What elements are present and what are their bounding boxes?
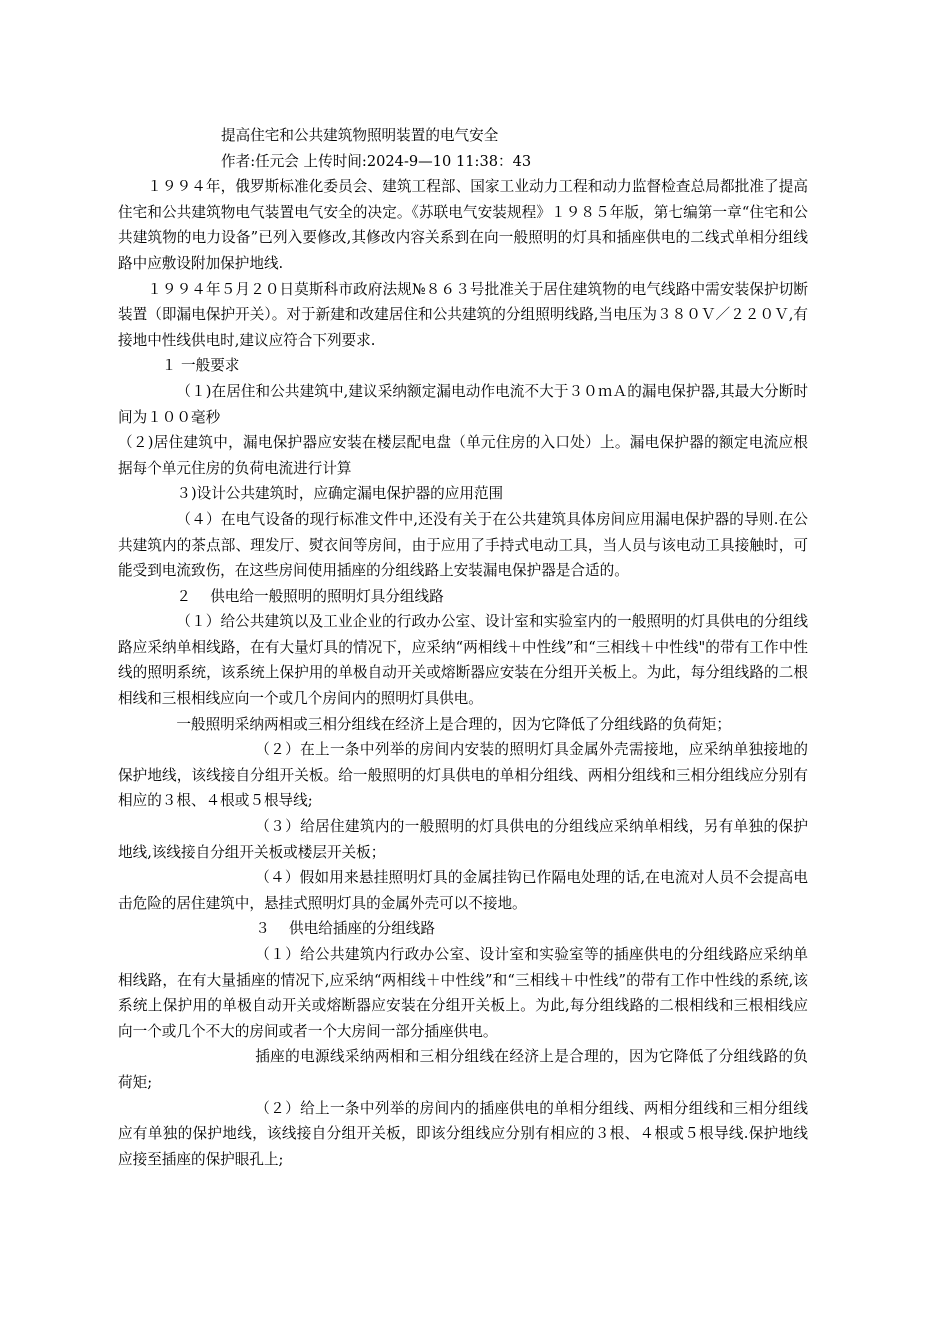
paragraph: （２）给上一条中列举的房间内的插座供电的单相分组线、两相分组线和三相分组线应有单独的保护地线，该线接自分组开关板，即该分组线应分别有相应的３根、４根或５根导线.保护地线应接至插座的保护眼孔上; <box>118 1099 808 1168</box>
paragraph: （２）在上一条中列举的房间内安装的照明灯具金属外壳需接地，应采纳单独接地的保护地线，该线接自分组开关板。给一般照明的灯具供电的单相分组线、两相分组线和三相分组线应分别有相应的３根、４根或５根导线; <box>118 741 808 810</box>
document-page <box>118 123 808 1172</box>
author-upload-time: 作者:任元会 上传时间:2024-9—10 11:38：43 <box>221 152 532 170</box>
paragraph: １９９４年，俄罗斯标准化委员会、建筑工程部、国家工业动力工程和动力监督检查总局都批准了提高住宅和公共建筑物电气装置电气安全的决定。《苏联电气安装规程》１９８５年版，第七编第一章“住宅和公共建筑物的电力设备”已列入要修改,其修改内容关系到在向一般照明的灯具和插座供电的二线式单相分组线路中应敷设附加保护地线. <box>118 178 808 272</box>
section-heading: １ 一般要求 <box>161 357 240 375</box>
section-heading: ３ 供电给插座的分组线路 <box>255 920 435 938</box>
paragraph: 插座的电源线采纳两相和三相分组线在经济上是合理的，因为它降低了分组线路的负荷矩; <box>118 1048 808 1091</box>
document-title: 提高住宅和公共建筑物照明装置的电气安全 <box>221 127 499 144</box>
paragraph: （４）在电气设备的现行标准文件中,还没有关于在公共建筑具体房间应用漏电保护器的导则.在公共建筑内的茶点部、理发厅、熨衣间等房间，由于应用了手持式电动工具，当人员与该电动工具接触时，可能受到电流致伤，在这些房间使用插座的分组线路上安装漏电保护器是合适的。 <box>118 510 808 580</box>
paragraph: （１）给公共建筑内行政办公室、设计室和实验室等的插座供电的分组线路应采纳单相线路，在有大量插座的情况下,应采纳“两相线＋中性线”和“三相线＋中性线”的带有工作中性线的系统,该系统上保护用的单极自动开关或熔断器应安装在分组开关板上。为此,每分组线路的二根相线和三根相线应向一个或几个不大的房间或者一个大房间一部分插座供电。 <box>118 946 808 1040</box>
paragraph: （３）给居住建筑内的一般照明的灯具供电的分组线应采纳单相线，另有单独的保护地线,该线接自分组开关板或楼层开关板； <box>118 818 808 861</box>
paragraph: （１)在居住和公共建筑中,建议采纳额定漏电动作电流不大于３０ｍＡ的漏电保护器,其最大分断时间为１００毫秒 <box>118 382 808 426</box>
paragraph: （４）假如用来悬挂照明灯具的金属挂钩已作隔电处理的话,在电流对人员不会提高电击危险的居住建筑中，悬挂式照明灯具的金属外壳可以不接地。 <box>118 869 808 912</box>
paragraph: （２)居住建筑中，漏电保护器应安装在楼层配电盘（单元住房的入口处）上。漏电保护器的额定电流应根据每个单元住房的负荷电流进行计算 <box>118 434 808 477</box>
paragraph: １９９４年５月２０日莫斯科市政府法规№８６３号批准关于居住建筑物的电气线路中需安装保护切断装置（即漏电保护开关）。对于新建和改建居住和公共建筑的分组照明线路,当电压为３８０Ｖ／２２０Ｖ,有接地中性线供电时,建议应符合下列要求. <box>118 280 808 349</box>
paragraph: 一般照明采纳两相或三相分组线在经济上是合理的，因为它降低了分组线路的负荷矩； <box>176 715 731 733</box>
paragraph: ３)设计公共建筑时，应确定漏电保护器的应用范围 <box>176 485 504 503</box>
paragraph: （１）给公共建筑以及工业企业的行政办公室、设计室和实验室内的一般照明的灯具供电的分组线路应采纳单相线路，在有大量灯具的情况下，应采纳“两相线＋中性线”和“三相线＋中性线"的带有工作中性线的照明系统，该系统上保护用的单极自动开关或熔断器应安装在分组开关板上。为此，每分组线路的二根相线和三根相线应向一个或几个房间内的照明灯具供电。 <box>118 613 808 708</box>
section-heading: ２ 供电给一般照明的照明灯具分组线路 <box>176 587 444 605</box>
